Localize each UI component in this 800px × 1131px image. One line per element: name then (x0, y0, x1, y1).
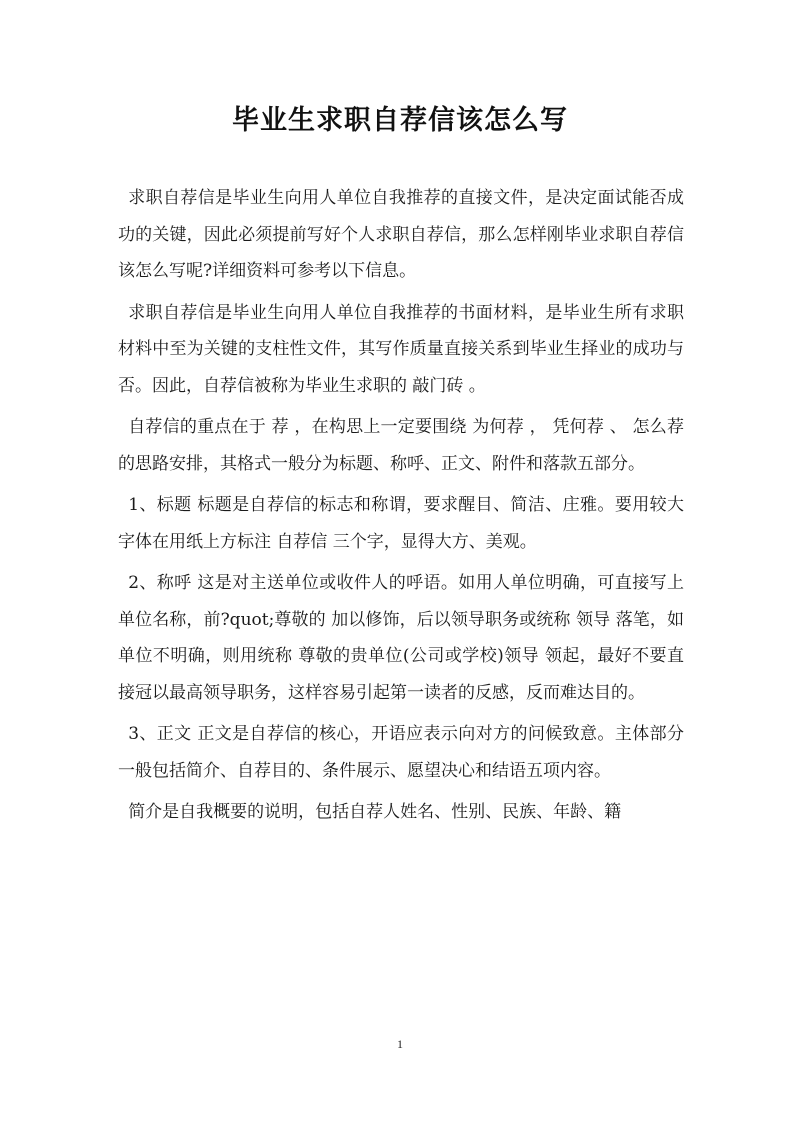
document-body (118, 180, 684, 836)
paragraph-body-section: 3、正文 正文是自荐信的核心，开语应表示向对方的问候致意。主体部分一般包括简介、自荐目的、条件展示、愿望决心和结语五项内容。 (118, 724, 684, 781)
paragraph-definition: 求职自荐信是毕业生向用人单位自我推荐的书面材料，是毕业生所有求职材料中至为关键的支柱性文件，其写作质量直接关系到毕业生择业的成功与否。因此，自荐信被称为毕业生求职的 敲门砖 。 (118, 302, 684, 396)
page-number: 1 (397, 1037, 403, 1051)
document-title: 毕业生求职自荐信该怎么写 (232, 105, 568, 136)
paragraph-intro: 求职自荐信是毕业生向用人单位自我推荐的直接文件，是决定面试能否成功的关键，因此必须提前写好个人求职自荐信，那么怎样刚毕业求职自荐信该怎么写呢?详细资料可参考以下信息。 (118, 188, 684, 281)
paragraph-title-section: 1、标题 标题是自荐信的标志和称谓，要求醒目、简洁、庄雅。要用较大字体在用纸上方标注 自荐信 三个字，显得大方、美观。 (118, 495, 684, 552)
paragraph-salutation-section: 2、称呼 这是对主送单位或收件人的呼语。如用人单位明确，可直接写上单位名称，前?quot;尊敬的 加以修饰，后以领导职务或统称 领导 落笔，如单位不明确，则用统称 尊敬的贵单位(公司或学校)领导 领起，最好不要直接冠以最高领导职务，这样容易引起第一读者的反感，反而难达目的。 (118, 573, 684, 703)
paragraph-format: 自荐信的重点在于 荐 ，在构思上一定要围绕 为何荐 ， 凭何荐 、 怎么荐 的思路安排，其格式一般分为标题、称呼、正文、附件和落款五部分。 (118, 417, 684, 474)
paragraph-introduction-section: 简介是自我概要的说明，包括自荐人姓名、性别、民族、年龄、籍 (128, 802, 622, 822)
